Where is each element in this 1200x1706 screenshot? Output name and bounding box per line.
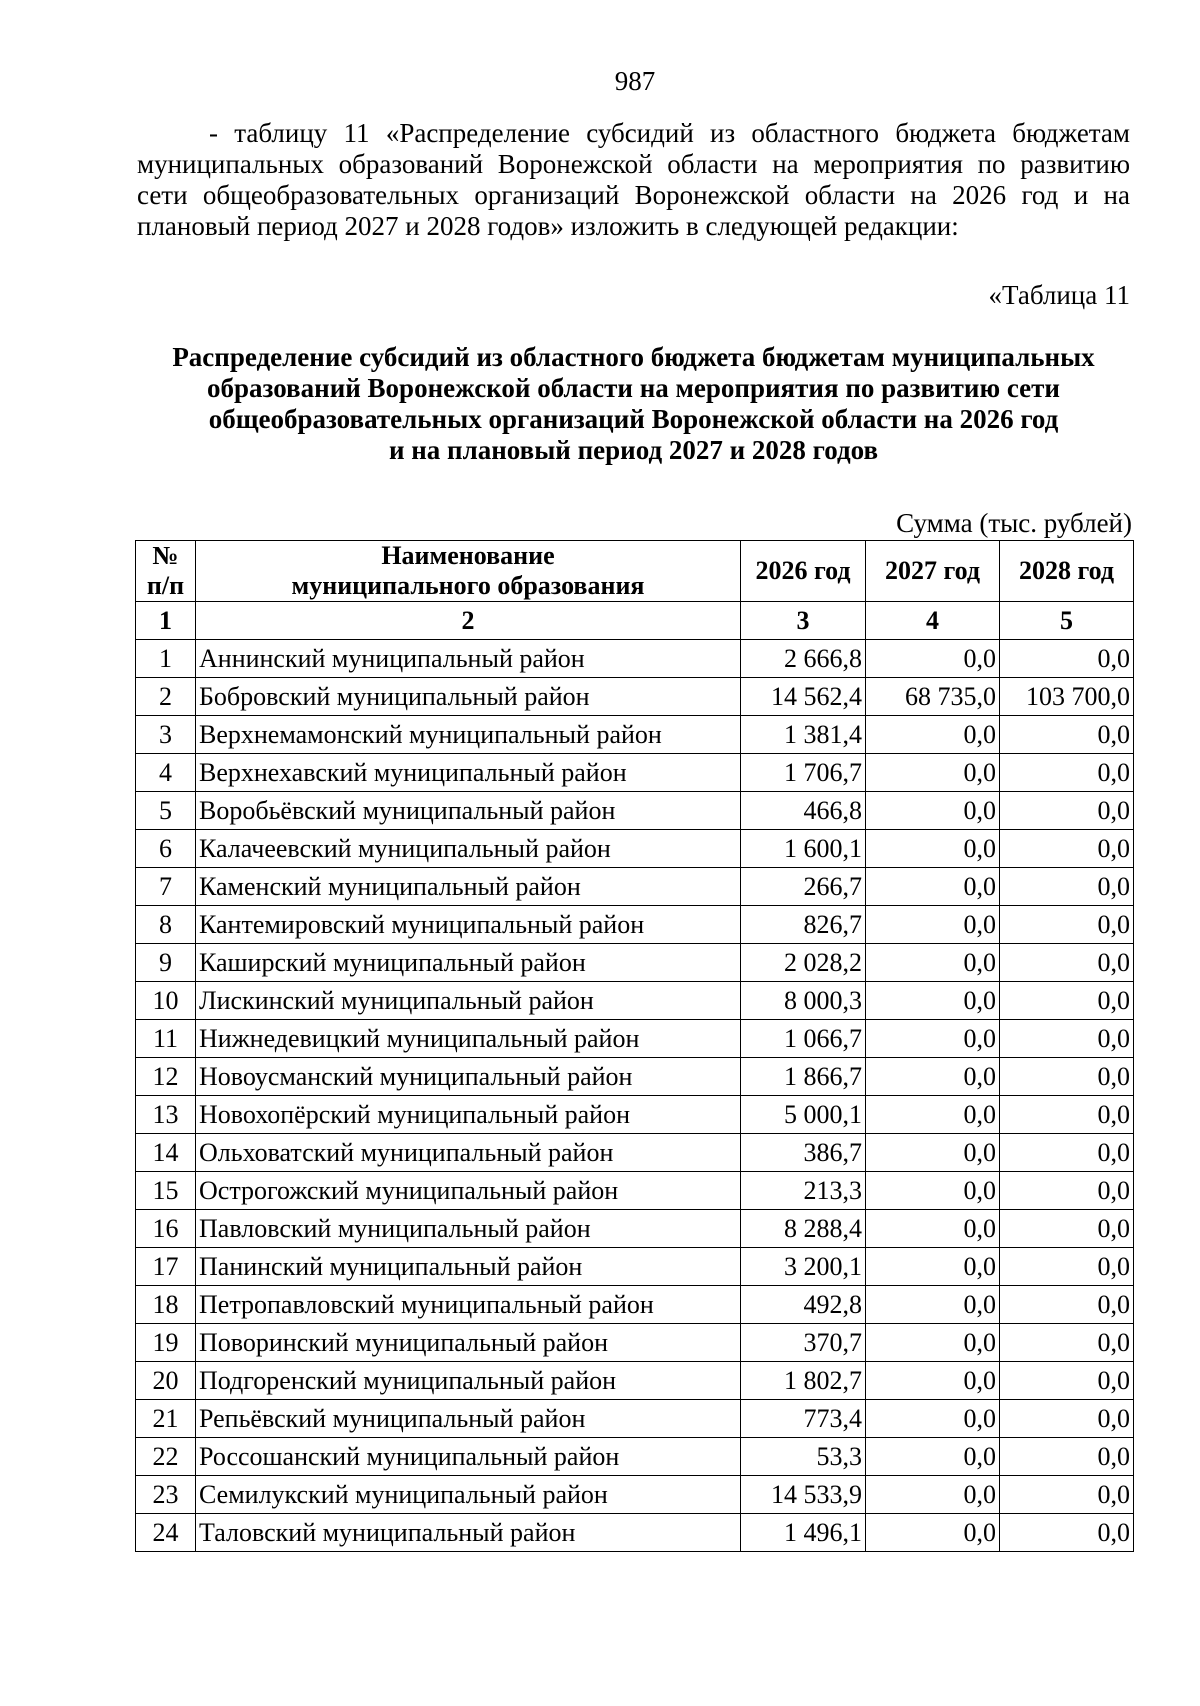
table-title bbox=[137, 342, 1130, 466]
column-index: 2 bbox=[196, 602, 741, 640]
value-2026: 1 381,4 bbox=[741, 716, 866, 754]
row-number: 24 bbox=[136, 1514, 196, 1552]
table-row bbox=[136, 1172, 1134, 1210]
value-2026: 386,7 bbox=[741, 1134, 866, 1172]
table-row bbox=[136, 1362, 1134, 1400]
row-number: 10 bbox=[136, 982, 196, 1020]
row-number: 21 bbox=[136, 1400, 196, 1438]
table-row bbox=[136, 1286, 1134, 1324]
municipality-name: Подгоренский муниципальный район bbox=[196, 1362, 741, 1400]
row-number: 16 bbox=[136, 1210, 196, 1248]
table-row bbox=[136, 982, 1134, 1020]
value-2028: 0,0 bbox=[1000, 792, 1134, 830]
municipality-name: Лискинский муниципальный район bbox=[196, 982, 741, 1020]
table-row bbox=[136, 1210, 1134, 1248]
value-2027: 0,0 bbox=[866, 1438, 1000, 1476]
value-2027: 0,0 bbox=[866, 982, 1000, 1020]
value-2026: 1 706,7 bbox=[741, 754, 866, 792]
table-header-row bbox=[136, 541, 1134, 602]
value-2026: 14 562,4 bbox=[741, 678, 866, 716]
header-name-line1: Наименование bbox=[381, 541, 555, 570]
row-number: 5 bbox=[136, 792, 196, 830]
municipality-name: Панинский муниципальный район bbox=[196, 1248, 741, 1286]
municipality-name: Поворинский муниципальный район bbox=[196, 1324, 741, 1362]
table-row bbox=[136, 1514, 1134, 1552]
value-2028: 0,0 bbox=[1000, 1286, 1134, 1324]
value-2027: 0,0 bbox=[866, 754, 1000, 792]
table-row bbox=[136, 906, 1134, 944]
row-number: 17 bbox=[136, 1248, 196, 1286]
value-2026: 266,7 bbox=[741, 868, 866, 906]
municipality-name: Таловский муниципальный район bbox=[196, 1514, 741, 1552]
value-2028: 0,0 bbox=[1000, 716, 1134, 754]
units-label: Сумма (тыс. рублей) bbox=[896, 508, 1132, 538]
value-2026: 492,8 bbox=[741, 1286, 866, 1324]
value-2027: 0,0 bbox=[866, 1134, 1000, 1172]
table-row bbox=[136, 1248, 1134, 1286]
header-num-line1: № bbox=[152, 541, 179, 570]
value-2028: 0,0 bbox=[1000, 1020, 1134, 1058]
value-2028: 0,0 bbox=[1000, 1400, 1134, 1438]
value-2027: 0,0 bbox=[866, 830, 1000, 868]
value-2027: 68 735,0 bbox=[866, 678, 1000, 716]
row-number: 22 bbox=[136, 1438, 196, 1476]
municipality-name: Острогожский муниципальный район bbox=[196, 1172, 741, 1210]
header-name-line2: муниципального образования bbox=[291, 571, 645, 600]
table-row bbox=[136, 678, 1134, 716]
row-number: 4 bbox=[136, 754, 196, 792]
column-index: 5 bbox=[1000, 602, 1134, 640]
table-title-line: образований Воронежской области на мероприятия по развитию сети bbox=[207, 373, 1060, 403]
value-2028: 103 700,0 bbox=[1000, 678, 1134, 716]
value-2028: 0,0 bbox=[1000, 1248, 1134, 1286]
column-index-row bbox=[136, 602, 1134, 640]
value-2026: 8 288,4 bbox=[741, 1210, 866, 1248]
row-number: 6 bbox=[136, 830, 196, 868]
table-row bbox=[136, 1058, 1134, 1096]
page-number: 987 bbox=[614, 66, 656, 96]
table-body bbox=[136, 640, 1134, 1552]
value-2028: 0,0 bbox=[1000, 906, 1134, 944]
subsidies-table bbox=[135, 540, 1134, 1552]
value-2027: 0,0 bbox=[866, 944, 1000, 982]
header-2027: 2027 год bbox=[866, 541, 1000, 602]
municipality-name: Россошанский муниципальный район bbox=[196, 1438, 741, 1476]
value-2028: 0,0 bbox=[1000, 868, 1134, 906]
value-2027: 0,0 bbox=[866, 1172, 1000, 1210]
municipality-name: Каширский муниципальный район bbox=[196, 944, 741, 982]
table-row bbox=[136, 1096, 1134, 1134]
municipality-name: Павловский муниципальный район bbox=[196, 1210, 741, 1248]
value-2027: 0,0 bbox=[866, 1514, 1000, 1552]
row-number: 7 bbox=[136, 868, 196, 906]
value-2028: 0,0 bbox=[1000, 1172, 1134, 1210]
value-2026: 8 000,3 bbox=[741, 982, 866, 1020]
value-2026: 3 200,1 bbox=[741, 1248, 866, 1286]
municipality-name: Ольховатский муниципальный район bbox=[196, 1134, 741, 1172]
row-number: 1 bbox=[136, 640, 196, 678]
row-number: 23 bbox=[136, 1476, 196, 1514]
value-2026: 826,7 bbox=[741, 906, 866, 944]
value-2027: 0,0 bbox=[866, 1096, 1000, 1134]
value-2026: 213,3 bbox=[741, 1172, 866, 1210]
value-2028: 0,0 bbox=[1000, 1324, 1134, 1362]
value-2026: 2 028,2 bbox=[741, 944, 866, 982]
header-num-line2: п/п bbox=[146, 571, 185, 600]
value-2027: 0,0 bbox=[866, 1400, 1000, 1438]
table-row bbox=[136, 1400, 1134, 1438]
table-title-line: и на плановый период 2027 и 2028 годов bbox=[388, 435, 879, 465]
header-2028: 2028 год bbox=[1000, 541, 1134, 602]
value-2026: 14 533,9 bbox=[741, 1476, 866, 1514]
value-2026: 466,8 bbox=[741, 792, 866, 830]
municipality-name: Верхнемамонский муниципальный район bbox=[196, 716, 741, 754]
municipality-name: Верхнехавский муниципальный район bbox=[196, 754, 741, 792]
table-row bbox=[136, 944, 1134, 982]
value-2027: 0,0 bbox=[866, 792, 1000, 830]
row-number: 9 bbox=[136, 944, 196, 982]
table-label: «Таблица 11 bbox=[988, 280, 1130, 310]
row-number: 14 bbox=[136, 1134, 196, 1172]
value-2026: 773,4 bbox=[741, 1400, 866, 1438]
table-row bbox=[136, 830, 1134, 868]
value-2026: 1 802,7 bbox=[741, 1362, 866, 1400]
row-number: 19 bbox=[136, 1324, 196, 1362]
municipality-name: Новоусманский муниципальный район bbox=[196, 1058, 741, 1096]
municipality-name: Каменский муниципальный район bbox=[196, 868, 741, 906]
row-number: 13 bbox=[136, 1096, 196, 1134]
row-number: 18 bbox=[136, 1286, 196, 1324]
column-index: 3 bbox=[741, 602, 866, 640]
table-title-line: общеобразовательных организаций Воронежской области на 2026 год bbox=[208, 404, 1059, 434]
value-2027: 0,0 bbox=[866, 1020, 1000, 1058]
value-2028: 0,0 bbox=[1000, 1210, 1134, 1248]
header-2026: 2026 год bbox=[741, 541, 866, 602]
value-2028: 0,0 bbox=[1000, 1096, 1134, 1134]
value-2028: 0,0 bbox=[1000, 1362, 1134, 1400]
row-number: 12 bbox=[136, 1058, 196, 1096]
municipality-name: Семилукский муниципальный район bbox=[196, 1476, 741, 1514]
value-2027: 0,0 bbox=[866, 1286, 1000, 1324]
value-2028: 0,0 bbox=[1000, 982, 1134, 1020]
column-index: 1 bbox=[136, 602, 196, 640]
intro-paragraph: - таблицу 11 «Распределение субсидий из областного бюджета бюджетам муниципальных образований Воронежской области на мероприятия по развитию сети общеобразовательных организаций Воронежской области на 2026 год и на плановый период 2027 и 2028 годов» изложить в следующей редакции: bbox=[137, 118, 1130, 241]
municipality-name: Кантемировский муниципальный район bbox=[196, 906, 741, 944]
value-2026: 1 066,7 bbox=[741, 1020, 866, 1058]
table-row bbox=[136, 1324, 1134, 1362]
table-row bbox=[136, 1134, 1134, 1172]
row-number: 15 bbox=[136, 1172, 196, 1210]
value-2026: 370,7 bbox=[741, 1324, 866, 1362]
value-2028: 0,0 bbox=[1000, 1476, 1134, 1514]
table-row bbox=[136, 716, 1134, 754]
municipality-name: Новохопёрский муниципальный район bbox=[196, 1096, 741, 1134]
municipality-name: Репьёвский муниципальный район bbox=[196, 1400, 741, 1438]
value-2028: 0,0 bbox=[1000, 944, 1134, 982]
value-2026: 5 000,1 bbox=[741, 1096, 866, 1134]
municipality-name: Воробьёвский муниципальный район bbox=[196, 792, 741, 830]
value-2028: 0,0 bbox=[1000, 1438, 1134, 1476]
row-number: 8 bbox=[136, 906, 196, 944]
value-2027: 0,0 bbox=[866, 1210, 1000, 1248]
table-row bbox=[136, 1476, 1134, 1514]
value-2027: 0,0 bbox=[866, 868, 1000, 906]
table-row bbox=[136, 1438, 1134, 1476]
value-2028: 0,0 bbox=[1000, 830, 1134, 868]
value-2027: 0,0 bbox=[866, 640, 1000, 678]
municipality-name: Петропавловский муниципальный район bbox=[196, 1286, 741, 1324]
value-2028: 0,0 bbox=[1000, 1134, 1134, 1172]
value-2028: 0,0 bbox=[1000, 1514, 1134, 1552]
value-2027: 0,0 bbox=[866, 1324, 1000, 1362]
table-row bbox=[136, 640, 1134, 678]
row-number: 20 bbox=[136, 1362, 196, 1400]
value-2027: 0,0 bbox=[866, 1058, 1000, 1096]
table-row bbox=[136, 868, 1134, 906]
municipality-name: Аннинский муниципальный район bbox=[196, 640, 741, 678]
value-2028: 0,0 bbox=[1000, 1058, 1134, 1096]
value-2027: 0,0 bbox=[866, 906, 1000, 944]
table-row bbox=[136, 1020, 1134, 1058]
value-2027: 0,0 bbox=[866, 716, 1000, 754]
value-2028: 0,0 bbox=[1000, 640, 1134, 678]
header-name bbox=[196, 541, 741, 602]
value-2026: 1 496,1 bbox=[741, 1514, 866, 1552]
value-2027: 0,0 bbox=[866, 1362, 1000, 1400]
row-number: 3 bbox=[136, 716, 196, 754]
table-row bbox=[136, 754, 1134, 792]
value-2027: 0,0 bbox=[866, 1476, 1000, 1514]
value-2026: 1 866,7 bbox=[741, 1058, 866, 1096]
value-2026: 1 600,1 bbox=[741, 830, 866, 868]
row-number: 2 bbox=[136, 678, 196, 716]
table-title-line: Распределение субсидий из областного бюджета бюджетам муниципальных bbox=[172, 342, 1095, 372]
municipality-name: Нижнедевицкий муниципальный район bbox=[196, 1020, 741, 1058]
table-row bbox=[136, 792, 1134, 830]
municipality-name: Калачеевский муниципальный район bbox=[196, 830, 741, 868]
value-2026: 53,3 bbox=[741, 1438, 866, 1476]
header-num bbox=[136, 541, 196, 602]
column-index: 4 bbox=[866, 602, 1000, 640]
value-2028: 0,0 bbox=[1000, 754, 1134, 792]
value-2027: 0,0 bbox=[866, 1248, 1000, 1286]
row-number: 11 bbox=[136, 1020, 196, 1058]
municipality-name: Бобровский муниципальный район bbox=[196, 678, 741, 716]
value-2026: 2 666,8 bbox=[741, 640, 866, 678]
